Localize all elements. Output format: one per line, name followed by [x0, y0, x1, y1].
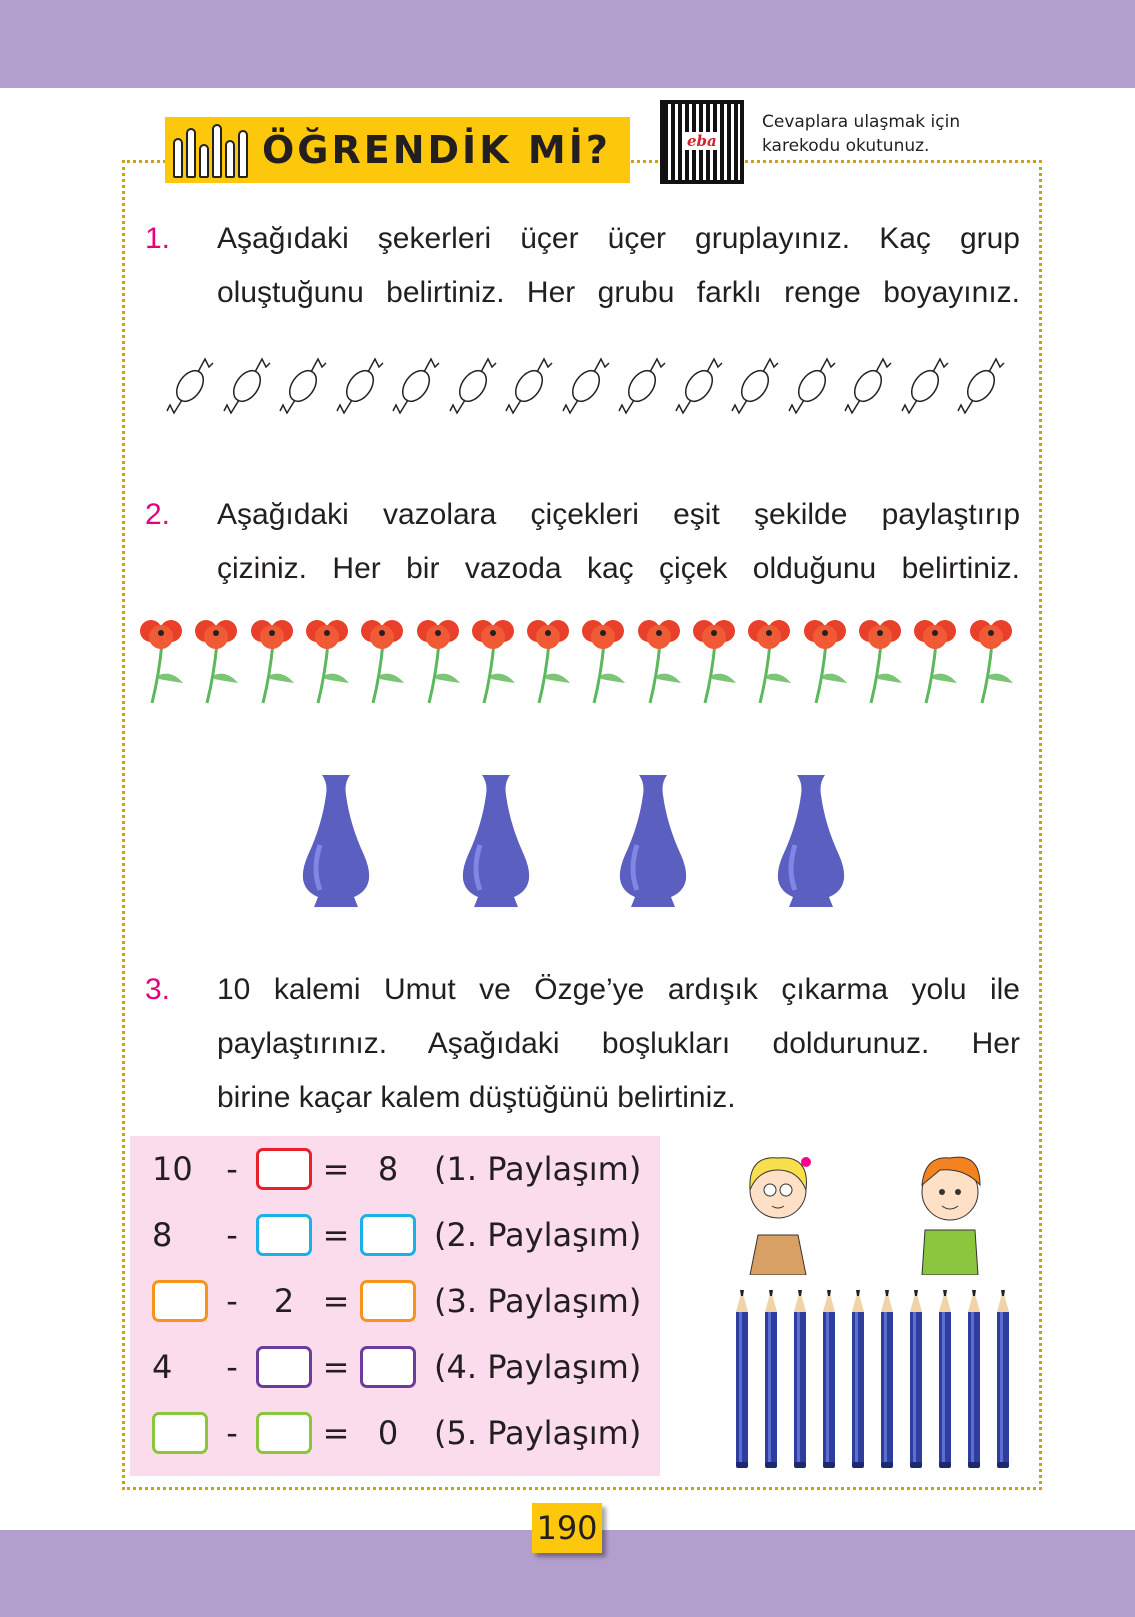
equation-value: 2 [273, 1282, 295, 1320]
candy [335, 355, 385, 417]
equation-value: 0 [377, 1414, 399, 1452]
flower [801, 615, 851, 705]
flower [967, 615, 1017, 705]
boy-umut-illustration [900, 1140, 1000, 1275]
candy [956, 355, 1006, 417]
pencil [907, 1290, 925, 1468]
candy [674, 355, 724, 417]
question-text: birine kaçar kalem düştüğünü belirtiniz. [217, 1081, 736, 1114]
pencil [936, 1290, 954, 1468]
answer-box[interactable] [152, 1280, 208, 1322]
pencil [820, 1290, 838, 1468]
candy [504, 355, 554, 417]
equals-sign: = [322, 1216, 350, 1254]
equals-sign: = [322, 1150, 350, 1188]
flower [192, 615, 242, 705]
flower [579, 615, 629, 705]
flower [745, 615, 795, 705]
pencil [791, 1290, 809, 1468]
top-band [0, 0, 1135, 88]
flower [524, 615, 574, 705]
sharing-label: (5. Paylaşım) [434, 1414, 642, 1452]
pencil [878, 1290, 896, 1468]
minus-sign: - [226, 1348, 238, 1386]
equation-value: 4 [152, 1348, 173, 1386]
equation-row [152, 1276, 641, 1326]
candy [448, 355, 498, 417]
equation-value: 8 [152, 1216, 173, 1254]
qr-text-line: Cevaplara ulaşmak için [762, 112, 961, 132]
pencil [965, 1290, 983, 1468]
answer-box[interactable] [360, 1280, 416, 1322]
vase [298, 775, 374, 910]
vase [458, 775, 534, 910]
pencil [762, 1290, 780, 1468]
flower [358, 615, 408, 705]
pencil [849, 1290, 867, 1468]
question-number: 2. [145, 498, 171, 531]
equation-value: 10 [152, 1150, 193, 1188]
equals-sign: = [322, 1282, 350, 1320]
candy [787, 355, 837, 417]
answer-box[interactable] [152, 1412, 208, 1454]
answer-box[interactable] [256, 1412, 312, 1454]
eba-logo: eba [684, 132, 720, 150]
flower [856, 615, 906, 705]
question-number: 1. [145, 222, 171, 255]
sharing-label: (3. Paylaşım) [434, 1282, 642, 1320]
candy [561, 355, 611, 417]
raised-hands-icon [173, 122, 248, 178]
equals-sign: = [322, 1414, 350, 1452]
equals-sign: = [322, 1348, 350, 1386]
equation-row [152, 1210, 641, 1260]
section-title: ÖĞRENDİK Mİ? [262, 128, 611, 172]
sharing-label: (1. Paylaşım) [434, 1150, 642, 1188]
candy [617, 355, 667, 417]
flower [635, 615, 685, 705]
question-number: 3. [145, 973, 171, 1006]
question-text: Aşağıdaki şekerleri üçer üçer gruplayınız. Kaç grup [217, 222, 1020, 255]
sharing-label: (2. Paylaşım) [434, 1216, 642, 1254]
flower [690, 615, 740, 705]
minus-sign: - [226, 1282, 238, 1320]
flower [137, 615, 187, 705]
flower [469, 615, 519, 705]
question-text: çiziniz. Her bir vazoda kaç çiçek olduğunu belirtiniz. [217, 552, 1020, 585]
answer-box[interactable] [360, 1346, 416, 1388]
vase [773, 775, 849, 910]
answer-box[interactable] [256, 1346, 312, 1388]
answer-box[interactable] [256, 1214, 312, 1256]
equation-row [152, 1342, 641, 1392]
candy [391, 355, 441, 417]
equation-panel [130, 1136, 660, 1476]
qr-instruction [762, 110, 960, 158]
girl-ozge-illustration [728, 1140, 828, 1275]
candy [900, 355, 950, 417]
answer-box[interactable] [256, 1148, 312, 1190]
minus-sign: - [226, 1150, 238, 1188]
page-number: 190 [532, 1503, 602, 1553]
question-text: Aşağıdaki vazolara çiçekleri eşit şekilde paylaştırıp [217, 498, 1020, 531]
flower [414, 615, 464, 705]
vase [615, 775, 691, 910]
minus-sign: - [226, 1216, 238, 1254]
flower [911, 615, 961, 705]
candy [222, 355, 272, 417]
section-header [165, 117, 630, 183]
candy [278, 355, 328, 417]
equation-row [152, 1144, 641, 1194]
flower [303, 615, 353, 705]
candy [730, 355, 780, 417]
question-text: oluştuğunu belirtiniz. Her grubu farklı renge boyayınız. [217, 276, 1020, 309]
sharing-label: (4. Paylaşım) [434, 1348, 642, 1386]
flower [248, 615, 298, 705]
qr-code[interactable] [660, 100, 744, 184]
question-text: 10 kalemi Umut ve Özge’ye ardışık çıkarma yolu ile [217, 973, 1020, 1006]
minus-sign: - [226, 1414, 238, 1452]
equation-value: 8 [377, 1150, 399, 1188]
pencil [994, 1290, 1012, 1468]
qr-text-line: karekodu okutunuz. [762, 136, 930, 156]
pencil [733, 1290, 751, 1468]
candy [165, 355, 215, 417]
equation-row [152, 1408, 641, 1458]
candy [843, 355, 893, 417]
question-text: paylaştırınız. Aşağıdaki boşlukları doldurunuz. Her [217, 1027, 1020, 1060]
answer-box[interactable] [360, 1214, 416, 1256]
